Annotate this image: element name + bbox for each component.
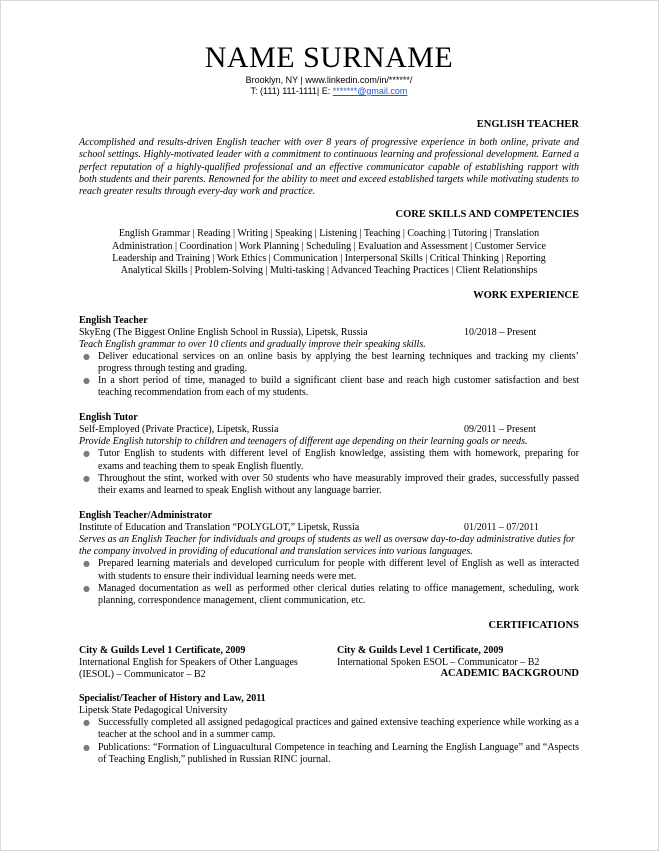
job-bullets [79, 448, 579, 497]
job-entry [79, 412, 579, 497]
email-link[interactable]: *******@gmail.com [332, 86, 408, 96]
job-bullets [79, 558, 579, 607]
bullet-icon: ● [83, 583, 90, 593]
job-description: Serves as an English Teacher for individuals and groups of students as well as oversaw day-to-day administrative duties for the company involved in providing of educational and translation services into various languages. [79, 534, 575, 558]
job-employer: Institute of Education and Translation “POLYGLOT,” Lipetsk, Russia [79, 522, 360, 534]
certification-entry [79, 645, 321, 681]
education-entry [79, 693, 579, 766]
job-entry [79, 315, 579, 400]
skills-line: English Grammar | Reading | Writing | Speaking | Listening | Teaching | Coaching | Tutoring | Translation [118, 228, 540, 240]
section-title-core-skills: CORE SKILLS AND COMPETENCIES [395, 209, 579, 221]
job-employer-line [79, 327, 579, 339]
cert-detail: (IESOL) – Communicator – B2 [79, 669, 206, 681]
job-dates: 10/2018 – Present [464, 326, 537, 338]
list-item: ● Successfully completed all assigned pedagogical practices and gained extensive teaching experience while working as a teacher at the school and in a summer camp. [83, 717, 579, 741]
job-title: English Teacher [79, 314, 148, 326]
section-title-work-experience: WORK EXPERIENCE [473, 289, 579, 301]
section-title-academic: ACADEMIC BACKGROUND [440, 668, 579, 680]
skills-list [79, 228, 579, 277]
list-item: ● Throughout the stint, worked with over 50 students who have measurably improved their grades, successfully passed their exams and learned to speak English without any language barrier. [83, 472, 579, 497]
job-title: English Teacher/Administrator [79, 510, 213, 522]
professional-summary: Accomplished and results-driven English teacher with over 8 years of progressive experience in both online, private and school settings. Highly-motivated leader with a commitment to continuous learning and professional development. Earned a perfect reputation of a highly-qualified professional and an effective communicator capable of establishing rapport with both students and their parents. Renowned for the ability to meet and exceed established targets while motivating students to reach greater results through every-day work and practice. [79, 137, 579, 198]
job-description: Teach English grammar to over 10 clients and gradually improve their speaking skills. [79, 338, 426, 350]
bullet-icon: ● [83, 449, 90, 459]
contact-phone-email [79, 86, 579, 97]
job-entry [79, 510, 579, 607]
bullet-icon: ● [83, 473, 90, 483]
bullet-icon: ● [83, 351, 90, 361]
list-item: ● Deliver educational services on an online basis by applying the best learning techniques and tracking my clients’ progress through testing and grading. [83, 350, 579, 374]
job-employer-line [79, 424, 579, 436]
job-bullets [79, 351, 579, 400]
job-employer: SkyEng (The Biggest Online English School in Russia), Lipetsk, Russia [79, 326, 368, 338]
list-item: ● Prepared learning materials and developed curriculum for people with different level of English as well as interacted with students to ensure their individual learning needs were met. [83, 558, 579, 582]
list-item: ● Publications: “Formation of Linguacultural Competence in teaching and Learning the English Language” and “Aspects of Teaching English,” published in Russian RINC journal. [83, 741, 579, 765]
job-dates: 09/2011 – Present [464, 424, 536, 436]
bullet-icon: ● [83, 376, 90, 386]
list-item: ● In a short period of time, managed to build a significant client base and reach high customer satisfaction and best teaching recommendation from each of my students. [83, 375, 579, 399]
job-description: Provide English tutorship to children and teenagers of different age depending on their learning goals or needs. [79, 436, 528, 448]
section-title-english-teacher: ENGLISH TEACHER [476, 119, 579, 130]
job-employer-line [79, 522, 579, 534]
cert-title: City & Guilds Level 1 Certificate, 2009 [79, 645, 246, 657]
cert-title: City & Guilds Level 1 Certificate, 2009 [337, 645, 504, 657]
candidate-name: NAME SURNAME [204, 41, 454, 74]
skills-line: Analytical Skills | Problem-Solving | Multi-tasking | Advanced Teaching Practices | Client Relationships [120, 265, 538, 277]
bullet-icon: ● [83, 559, 90, 569]
skills-line: Leadership and Training | Work Ethics | Communication | Interpersonal Skills | Critical Thinking | Reporting [112, 253, 546, 265]
contact-address: Brooklyn, NY | www.linkedin.com/in/******/ [245, 75, 413, 85]
education-bullets [79, 717, 579, 766]
list-item: ● Managed documentation as well as performed other clerical duties relating to office management, scheduling, work planning, correspondence management, client communication, etc. [83, 582, 579, 606]
job-employer: Self-Employed (Private Practice), Lipetsk, Russia [79, 424, 279, 436]
job-title: English Tutor [79, 412, 138, 424]
bullet-icon: ● [83, 742, 90, 752]
bullet-icon: ● [83, 718, 90, 728]
section-title-certifications: CERTIFICATIONS [488, 620, 579, 632]
contact-phone: T: (111) 111-1111| E: [250, 86, 333, 96]
cert-detail: International Spoken ESOL – Communicator – B2 [337, 657, 540, 669]
school-name: Lipetsk State Pedagogical University [79, 705, 228, 717]
skills-line: Administration | Coordination | Work Planning | Scheduling | Evaluation and Assessment | Customer Service [112, 240, 546, 252]
degree-title: Specialist/Teacher of History and Law, 2011 [79, 693, 266, 705]
cert-detail: International English for Speakers of Other Languages [79, 657, 298, 669]
list-item: ● Tutor English to students with different level of English knowledge, assisting them with homework, preparing for exams and teaching them to speak English fluently. [83, 448, 579, 472]
job-dates: 01/2011 – 07/2011 [464, 522, 539, 534]
